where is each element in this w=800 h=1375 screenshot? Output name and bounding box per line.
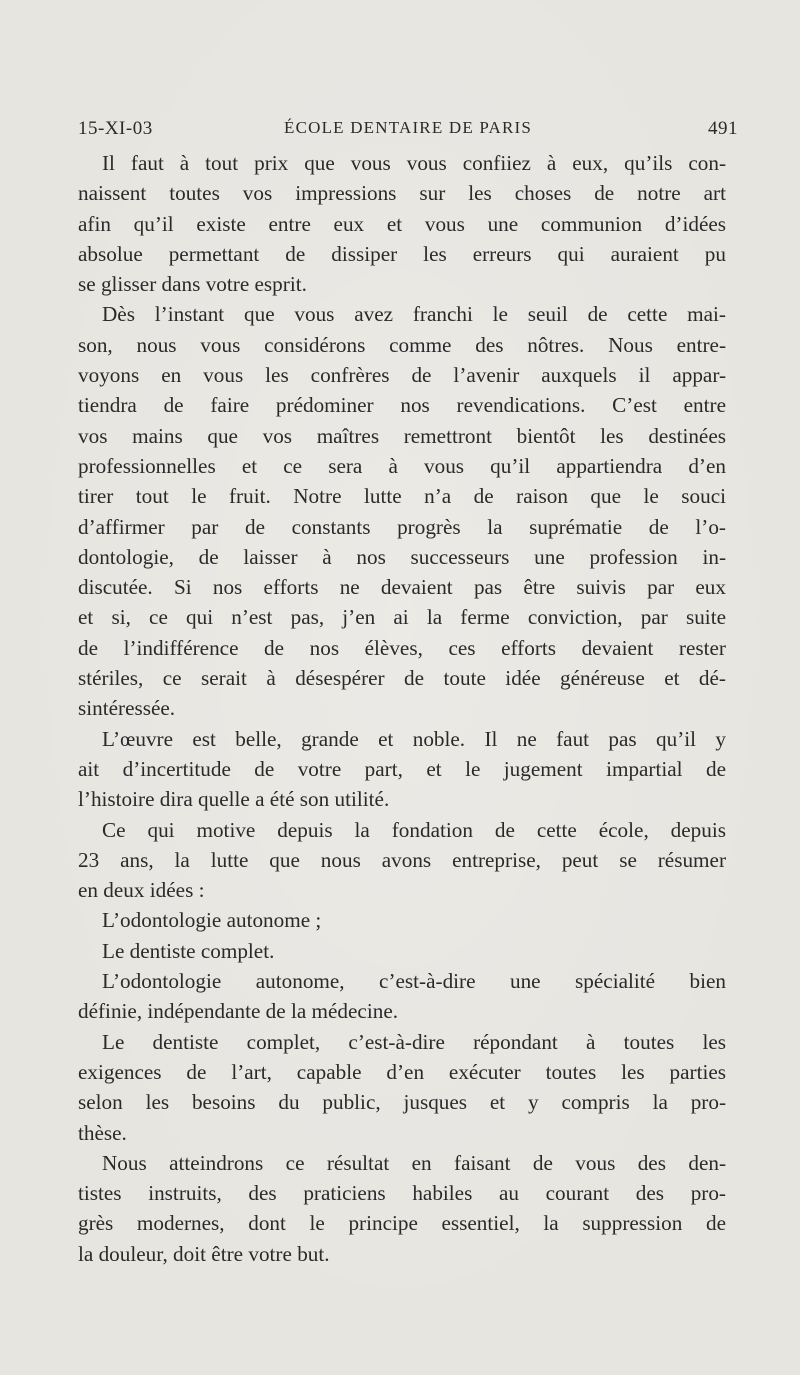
- paragraph: [78, 299, 726, 723]
- text-line: stériles, ce serait à désespérer de toute idée généreuse et dé-: [78, 666, 726, 691]
- text-line: Le dentiste complet.: [102, 938, 275, 963]
- header-date: 15-XI-03: [78, 118, 153, 139]
- text-line: tirer tout le fruit. Notre lutte n’a de raison que le souci: [78, 484, 726, 509]
- text-line: L’odontologie autonome, c’est-à-dire une spécialité bien: [102, 969, 726, 994]
- text-line: Le dentiste complet, c’est-à-dire répondant à toutes les: [102, 1029, 726, 1054]
- text-line: absolue permettant de dissiper les erreurs qui auraient pu: [78, 241, 726, 266]
- text-line: son, nous vous considérons comme des nôtres. Nous entre-: [78, 332, 726, 357]
- text-line: exigences de l’art, capable d’en exécuter toutes les parties: [78, 1059, 726, 1084]
- paragraph: [78, 148, 726, 299]
- text-line: Ce qui motive depuis la fondation de cette école, depuis: [102, 817, 726, 842]
- text-line: 23 ans, la lutte que nous avons entreprise, peut se résumer: [78, 847, 726, 872]
- text-line: dontologie, de laisser à nos successeurs une profession in-: [78, 544, 726, 569]
- running-head: [78, 118, 738, 148]
- text-line: de l’indifférence de nos élèves, ces efforts devaient rester: [78, 635, 726, 660]
- text-line: définie, indépendante de la médecine.: [78, 999, 399, 1024]
- header-title: ÉCOLE DENTAIRE DE PARIS: [283, 118, 533, 137]
- body-text: [78, 148, 726, 1269]
- paragraph: [78, 936, 726, 966]
- text-line: l’histoire dira quelle a été son utilité.: [78, 787, 390, 812]
- text-line: thèse.: [78, 1120, 127, 1145]
- text-line: tistes instruits, des praticiens habiles au courant des pro-: [78, 1181, 726, 1206]
- text-line: se glisser dans votre esprit.: [78, 272, 307, 297]
- paragraph: [78, 1148, 726, 1269]
- text-line: L’odontologie autonome ;: [102, 908, 322, 933]
- paragraph: [78, 815, 726, 906]
- text-line: Dès l’instant que vous avez franchi le seuil de cette mai-: [102, 302, 726, 327]
- text-line: la douleur, doit être votre but.: [78, 1241, 330, 1266]
- text-line: tiendra de faire prédominer nos revendications. C’est entre: [78, 393, 726, 418]
- text-line: afin qu’il existe entre eux et vous une communion d’idées: [78, 211, 726, 236]
- text-line: selon les besoins du public, jusques et y compris la pro-: [78, 1090, 726, 1115]
- text-line: ait d’incertitude de votre part, et le jugement impartial de: [78, 756, 726, 781]
- text-line: professionnelles et ce sera à vous qu’il appartiendra d’en: [78, 453, 726, 478]
- text-line: en deux idées :: [78, 878, 205, 903]
- text-line: et si, ce qui n’est pas, j’en ai la ferme conviction, par suite: [78, 605, 726, 630]
- text-line: discutée. Si nos efforts ne devaient pas être suivis par eux: [78, 575, 726, 600]
- page-number: 491: [708, 118, 738, 139]
- text-line: d’affirmer par de constants progrès la suprématie de l’o-: [78, 514, 726, 539]
- text-line: Nous atteindrons ce résultat en faisant de vous des den-: [102, 1150, 726, 1175]
- text-line: sintéressée.: [78, 696, 176, 721]
- paragraph: [78, 905, 726, 935]
- paragraph: [78, 966, 726, 1027]
- text-line: grès modernes, dont le principe essentiel, la suppression de: [78, 1211, 726, 1236]
- text-line: vos mains que vos maîtres remettront bientôt les destinées: [78, 423, 726, 448]
- text-line: voyons en vous les confrères de l’avenir auxquels il appar-: [78, 363, 726, 388]
- text-line: L’œuvre est belle, grande et noble. Il ne faut pas qu’il y: [102, 726, 726, 751]
- text-line: naissent toutes vos impressions sur les choses de notre art: [78, 181, 726, 206]
- text-line: Il faut à tout prix que vous vous confiiez à eux, qu’ils con-: [102, 151, 726, 175]
- paragraph: [78, 724, 726, 815]
- paragraph: [78, 1027, 726, 1148]
